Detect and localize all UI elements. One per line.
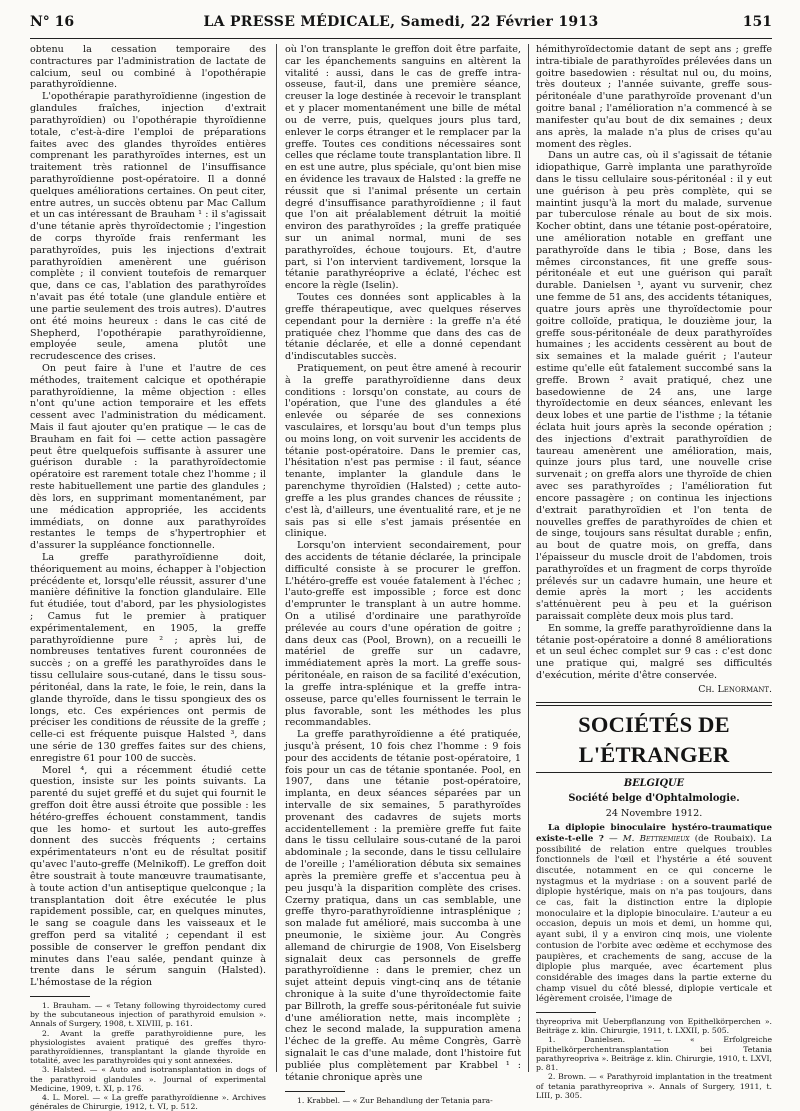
society-heading: Société belge d'Ophtalmologie.: [568, 792, 740, 804]
paragraph: où l'on transplante le greffon doit être parfaite, car les épanchements sanguins en altèrent la vitalité : aussi, dans le cas de greffe intra-osseuse, faut-il, dans une première séance, creuser la loge destinée à recevoir le transplant et y placer momentanément une bille de métal ou de verre, puis, quelques jours plus tard, enlever le corps étranger et le remplacer par la greffe. Toutes ces conditions nécessaires sont celles que réclame toute transplantation libre. Il en est une autre, plus spéciale, qu'ont bien mise en évidence les travaux de Halsted : la greffe ne réussit que si l'animal présente un certain degré d'insuffisance parathyroïdienne ; il faut que l'on ait préalablement détruit la moitié environ des parathyroïdes ; la greffe pratiquée sur un animal normal, muni de ses parathyroïdes, échoue toujours. Et, d'autre part, si l'on intervient tardivement, lorsque la tétanie parathyréoprive a éclaté, l'échec est encore la règle (Iselin).: [285, 44, 521, 292]
section-rule: [536, 772, 772, 773]
footnote: 2. Avant la greffe parathyroïdienne pure, les physiologistes avaient pratiqué des greffes thyro-parathyroïdiennes, transplantant la glande thyroïde en totalité, avec les parathyroïdes qui y sont annexées.: [30, 1028, 266, 1066]
report: La diplopie binoculaire hystéro-traumatique existe-t-elle ? — M. Bettremieux (de Roubaix). La possibilité de relation entre quelques troubles fonctionnels de l'œil et l'hystérie a été souvent discutée, notamment en ce qui concerne le nystagmus et la mydriase : on a souvent parlé de diplopie hystérique, mais on n'a pas toujours, dans ce cas, fait la distinction entre la diplopie monoculaire et la diplopie binoculaire. L'auteur a eu occasion, depuis un mois et demi, un homme qui, ayant subi, il y a environ cinq mois, une violente contusion de l'orbite avec œdème et ecchymose des paupières, et crachements de sang, accuse de la diplopie plus marquée, avec écartement plus considérable des images dans la partie externe du champ visuel du côté blessé, diplopie verticale et légèrement croisée, l'image de: [536, 823, 772, 1005]
report-body: La possibilité de relation entre quelques troubles fonctionnels de l'œil et l'hystérie a été souvent discutée, notamment en ce qui concerne le nystagmus et la mydriase : on a souvent parlé de diplopie hystérique, mais on n'a pas toujours, dans ce cas, fait la distinction entre la diplopie monoculaire et la diplopie binoculaire. L'auteur a eu occasion, depuis un mois et demi, un homme qui, ayant subi, il y a environ cinq mois, une violente contusion de l'orbite avec œdème et ecchymose des paupières, et crachements de sang, accuse de la diplopie plus marquée, avec écartement plus considérable des images dans la partie externe du champ visuel du côté blessé, diplopie verticale et légèrement croisée, l'image de: [536, 833, 772, 1005]
footnote-rule: [285, 1091, 345, 1092]
paragraph: En somme, la greffe parathyroïdienne dans la tétanie post-opératoire a donné 8 améliorations et un seul échec complet sur 9 cas : c'est donc une pratique qui, malgré ses difficultés d'exécution, mérite d'être conservée.: [536, 622, 772, 682]
meeting-date: 24 Novembre 1912.: [605, 808, 703, 820]
footnote: thyreopriva mit Ueberpflanzung von Epithelkörperchen ». Beiträge z. klin. Chirurgie, 1911, t. LXXII, p. 505.: [536, 1017, 772, 1036]
issue-number: N° 16: [30, 14, 75, 30]
footnote-rule: [536, 1012, 596, 1013]
column-3: [536, 44, 772, 1100]
report-title: La diplopie binoculaire hystéro-traumatique existe-t-elle ?: [536, 823, 772, 844]
page-header: [30, 14, 772, 36]
footnote: 1. Danielsen. — « Erfolgreiche Epithelkörperchentransplantation bei Tetania parathyreopriva ». Beiträge z. klin. Chirurgie, 1910, t. LXVI, p. 81.: [536, 1035, 772, 1073]
paragraph: La greffe parathyroïdienne doit, théoriquement au moins, échapper à l'objection précédente et, lorsqu'elle réussit, assurer d'une manière définitive la fonction glandulaire. Elle fut étudiée, tout d'abord, par les physiologistes ; Camus fut le premier à pratiquer expérimentalement, en 1905, la greffe parathyroïdienne pure ² ; après lui, de nombreuses tentatives furent couronnées de succès ; on a greffé les parathyroïdes dans le tissu cellulaire sous-cutané, dans le tissu sous-péritonéal, dans la rate, le foie, le rein, dans la glande thyroïde, dans le tissu spongieux des os longs, etc. Ces expériences ont permis de préciser les conditions de réussite de la greffe ; celle-ci est fréquente puisque Halsted ³, dans une série de 130 greffes faites sur des chiens, enregistre 61 pour 100 de succès.: [30, 551, 266, 764]
paragraph: obtenu la cessation temporaire des contractures par l'administration de lactate de calcium, seul ou combiné à l'opothérapie parathyroïdienne.: [30, 44, 266, 91]
footnote: 4. L. Morel. — « La greffe parathyroïdienne ». Archives générales de Chirurgie, 1912, t. VI, p. 512.: [30, 1093, 266, 1111]
column-2: [285, 44, 521, 1105]
paragraph: Toutes ces données sont applicables à la greffe thérapeutique, avec quelques réserves cependant pour la dernière : la greffe n'a été pratiquée chez l'homme que dans des cas de tétanie déclarée, et elle a donné cependant d'indiscutables succès.: [285, 292, 521, 363]
paragraph: Lorsqu'on intervient secondairement, pour des accidents de tétanie déclarée, la principale difficulté consiste à se procurer le greffon. L'hétéro-greffe est vouée fatalement à l'échec ; l'auto-greffe est impossible ; force est donc d'emprunter le transplant à un autre homme. On a utilisé d'ordinaire une parathyroïde prélevée au cours d'une opération de goitre ; dans deux cas (Pool, Brown), on a recueilli le matériel de greffe sur un cadavre, immédiatement après la mort. La greffe sous-péritonéale, en raison de sa facilité d'exécution, la greffe intra-splénique et la greffe intra-osseuse, parce qu'elles fournissent le terrain le plus favorable, sont les méthodes les plus recommandables.: [285, 540, 521, 729]
footnote: 1. Brauham. — « Tetany following thyroidectomy cured by the subcutaneous injection of parathyroid emulsion ». Annals of Surgery, 1908, t. XLVIII, p. 161.: [30, 1001, 266, 1029]
column-divider: [528, 44, 529, 1072]
paragraph: On peut faire à l'une et l'autre de ces méthodes, traitement calcique et opothérapie parathyroïdienne, la même objection : elles n'ont qu'une action temporaire et les effets cessent avec l'administration du médicament. Mais il faut ajouter qu'en pratique — le cas de Brauham en fait foi — cette action passagère peut être quelquefois suffisante à assurer une guérison durable : la parathyroïdectomie opératoire est rarement totale chez l'homme ; il reste habituellement une partie des glandules ; dès lors, en supprimant momentanément, par une médication appropriée, les accidents immédiats, on donne aux parathyroïdes restantes le temps de s'hypertrophier et d'assurer la suppléance fonctionnelle.: [30, 362, 266, 552]
section-rule: [536, 702, 772, 703]
footnote: 1. Krabbel. — « Zur Behandlung der Tetania para-: [297, 1095, 493, 1105]
paragraph: Pratiquement, on peut être amené à recourir à la greffe parathyroïdienne dans deux conditions : lorsqu'on constate, au cours de l'opération, que l'une des glandules a été enlevée ou séparée de ses connexions vasculaires, et lorsqu'au bout d'un temps plus ou moins long, on voit survenir les accidents de tétanie post-opératoire. Dans le premier cas, l'hésitation n'est pas permise : il faut, séance tenante, implanter la glandule dans le parenchyme thyroïdien (Halsted) ; cette auto-greffe a les plus grandes chances de réussite ; c'est là, d'ailleurs, une éventualité rare, et je ne sais pas si elle s'est jamais présentée en clinique.: [285, 362, 521, 540]
paragraph: La greffe parathyroïdienne a été pratiquée, jusqu'à présent, 10 fois chez l'homme : 9 fois pour des accidents de tétanie post-opératoire, 1 fois pour un cas de tétanie spontanée. Pool, en 1907, dans une tétanie post-opératoire, implanta, en deux séances séparées par un intervalle de six semaines, 5 parathyroïdes provenant des cadavres de sujets morts accidentellement : la première greffe fut faite dans le tissu cellulaire sous-cutané de la paroi abdominale ; la seconde, dans le tissu cellulaire de l'oreille ; l'amélioration débuta six semaines après la première greffe et s'accentua peu à peu jusqu'à la disparition complète des crises. Czerny pratiqua, dans un cas semblable, une greffe thyro-parathyroïdienne intrasplénique ; son malade fut amélioré, mais succomba à une pneumonie, le sixième jour. Au Congrès allemand de chirurgie de 1908, Von Eiselsberg signalait deux cas personnels de greffe parathyroïdienne : dans le premier, chez un sujet atteint depuis vingt-cinq ans de tétanie chronique à la suite d'une thyroïdectomie faite par Billroth, la greffe sous-péritonéale fut suivie d'une amélioration nette, mais incomplète ; chez le second malade, la suppuration amena l'échec de la greffe. Au même Congrès, Garrè signalait le cas d'une malade, dont l'histoire fut publiée plus complètement par Krabbel ¹ : tétanie chronique après une: [285, 729, 521, 1083]
report-author: M. Bettremieux: [622, 833, 690, 844]
journal-title: LA PRESSE MÉDICALE, Samedi, 22 Février 1913: [203, 14, 599, 30]
page-number: 151: [742, 14, 772, 30]
footnote: 3. Halsted. — « Auto and isotransplantation in dogs of the parathyroid glandules ». Journal of experimental Medicine, 1909, t. XI, p. 176.: [30, 1065, 266, 1093]
paragraph: Dans un autre cas, où il s'agissait de tétanie idiopathique, Garrè implanta une parathyroïde dans le tissu cellulaire sous-péritonéal : il y eut une guérison à peu près complète, qui se maintint jusqu'à la mort du malade, survenue par tuberculose rénale au bout de six mois. Kocher obtint, dans une tétanie post-opératoire, une amélioration notable en greffant une parathyroïde dans le tibia ; Bose, dans les mêmes circonstances, fit une greffe sous-péritonéale et eut une guérison qui paraît durable. Danielsen ¹, ayant vu survenir, chez une femme de 51 ans, des accidents tétaniques, quatre jours après une thyroïdectomie pour goitre colloïde, pratiqua, le douzième jour, la greffe sous-péritonéale de deux parathyroïdes humaines ; les accidents cessèrent au bout de six semaines et la malade guérit ; l'auteur estime qu'elle eût fatalement succombé sans la greffe. Brown ² avait pratiqué, chez une basedowienne de 24 ans, une large thyroïdectomie en deux séances, enlevant les deux lobes et une partie de l'isthme ; la tétanie éclata huit jours après la seconde opération ; des injections d'extrait parathyroïdien de taureau amenèrent une amélioration, mais, quinze jours plus tard, une nouvelle crise survenait ; on greffa alors une thyroïde de chien avec ses parathyroïdes ; l'amélioration fut encore passagère ; on continua les injections d'extrait parathyroïdien et l'on tenta de nouvelles greffes de parathyroïdes de chien et de singe, toujours sans résultat durable ; enfin, au bout de quatre mois, on greffa, dans l'épaisseur du muscle droit de l'abdomen, trois parathyroïdes et un fragment de corps thyroïde prélevés sur un cadavre humain, une heure et demie après la mort ; les accidents s'atténuèrent peu à peu et la guérison paraissait complète deux mois plus tard.: [536, 150, 772, 622]
paragraph: Morel ⁴, qui a récemment étudié cette question, insiste sur les points suivants. La parenté du sujet greffé et du sujet qui fournit le greffon doit être aussi étroite que possible : les hétéro-greffes échouent constamment, tandis que les homo- et surtout les auto-greffes donnent des succès fréquents ; certains expérimentateurs n'ont eu de résultat positif qu'avec l'auto-greffe (Melnikoff). Le greffon doit être soustrait à toute manœuvre traumatisante, à toute action d'un antiseptique quelconque ; la transplantation doit être exécutée le plus rapidement possible, car, en quelques minutes, le sang se coagule dans les vaisseaux et le greffon perd sa vitalité ; cependant il est possible de conserver le greffon pendant dix minutes dans l'eau salée, pendant quinze à trente dans le sérum sanguin (Halsted). L'hémostase de la région: [30, 764, 266, 989]
report-place: (de Roubaix).: [694, 833, 756, 844]
paragraph: L'opothérapie parathyroïdienne (ingestion de glandules fraîches, injection d'extrait parathyroïdien) ou l'opothérapie thyroïdienne totale, c'est-à-dire l'emploi de préparations faites avec des glandes thyroïdes entières comprenant les parathyroïdes internes, est un traitement très rationnel de l'insuffisance parathyroïdienne post-opératoire. Il a donné quelques améliorations certaines. On peut citer, entre autres, un succès obtenu par Mac Callum et un cas intéressant de Brauham ¹ : il s'agissait d'une tétanie après thyroïdectomie ; l'ingestion de corps thyroïde frais renfermant les parathyroïdes, puis les injections d'extrait parathyroïdien amenèrent une guérison complète ; il convient toutefois de remarquer que, dans ce cas, l'ablation des parathyroïdes n'avait pas été totale (une glandule entière et une partie seulement des trois autres). D'autres ont été moins heureux : dans le cas cité de Shepherd, l'opothérapie parathyroïdienne, employée seule, amena plutôt une recrudescence des crises.: [30, 91, 266, 363]
header-rule: [30, 38, 772, 39]
footnote-rule: [30, 996, 90, 997]
section-title: SOCIÉTÉS DE L'ÉTRANGER: [578, 711, 730, 767]
section-rule: [536, 705, 772, 706]
column-divider: [276, 44, 277, 1072]
paragraph: hémithyroïdectomie datant de sept ans ; greffe intra-tibiale de parathyroïdes prélevées dans un goitre basedowien : résultat nul ou, du moins, très douteux ; l'année suivante, greffe sous-péritonéale d'une parathyroïde provenant d'un goitre banal ; l'amélioration n'a commencé à se manifester qu'au bout de dix semaines ; deux ans après, la malade n'a plus de crises qu'au moment des règles.: [536, 44, 772, 150]
country-heading: BELGIQUE: [623, 777, 685, 789]
footnote: 2. Brown. — « Parathyroid implantation in the treatment of tetania parathyreopriva ». Annals of Surgery, 1911, t. LIII, p. 305.: [536, 1072, 772, 1100]
author-signature: Ch. Lenormant.: [698, 683, 772, 695]
column-1: [30, 44, 266, 1111]
